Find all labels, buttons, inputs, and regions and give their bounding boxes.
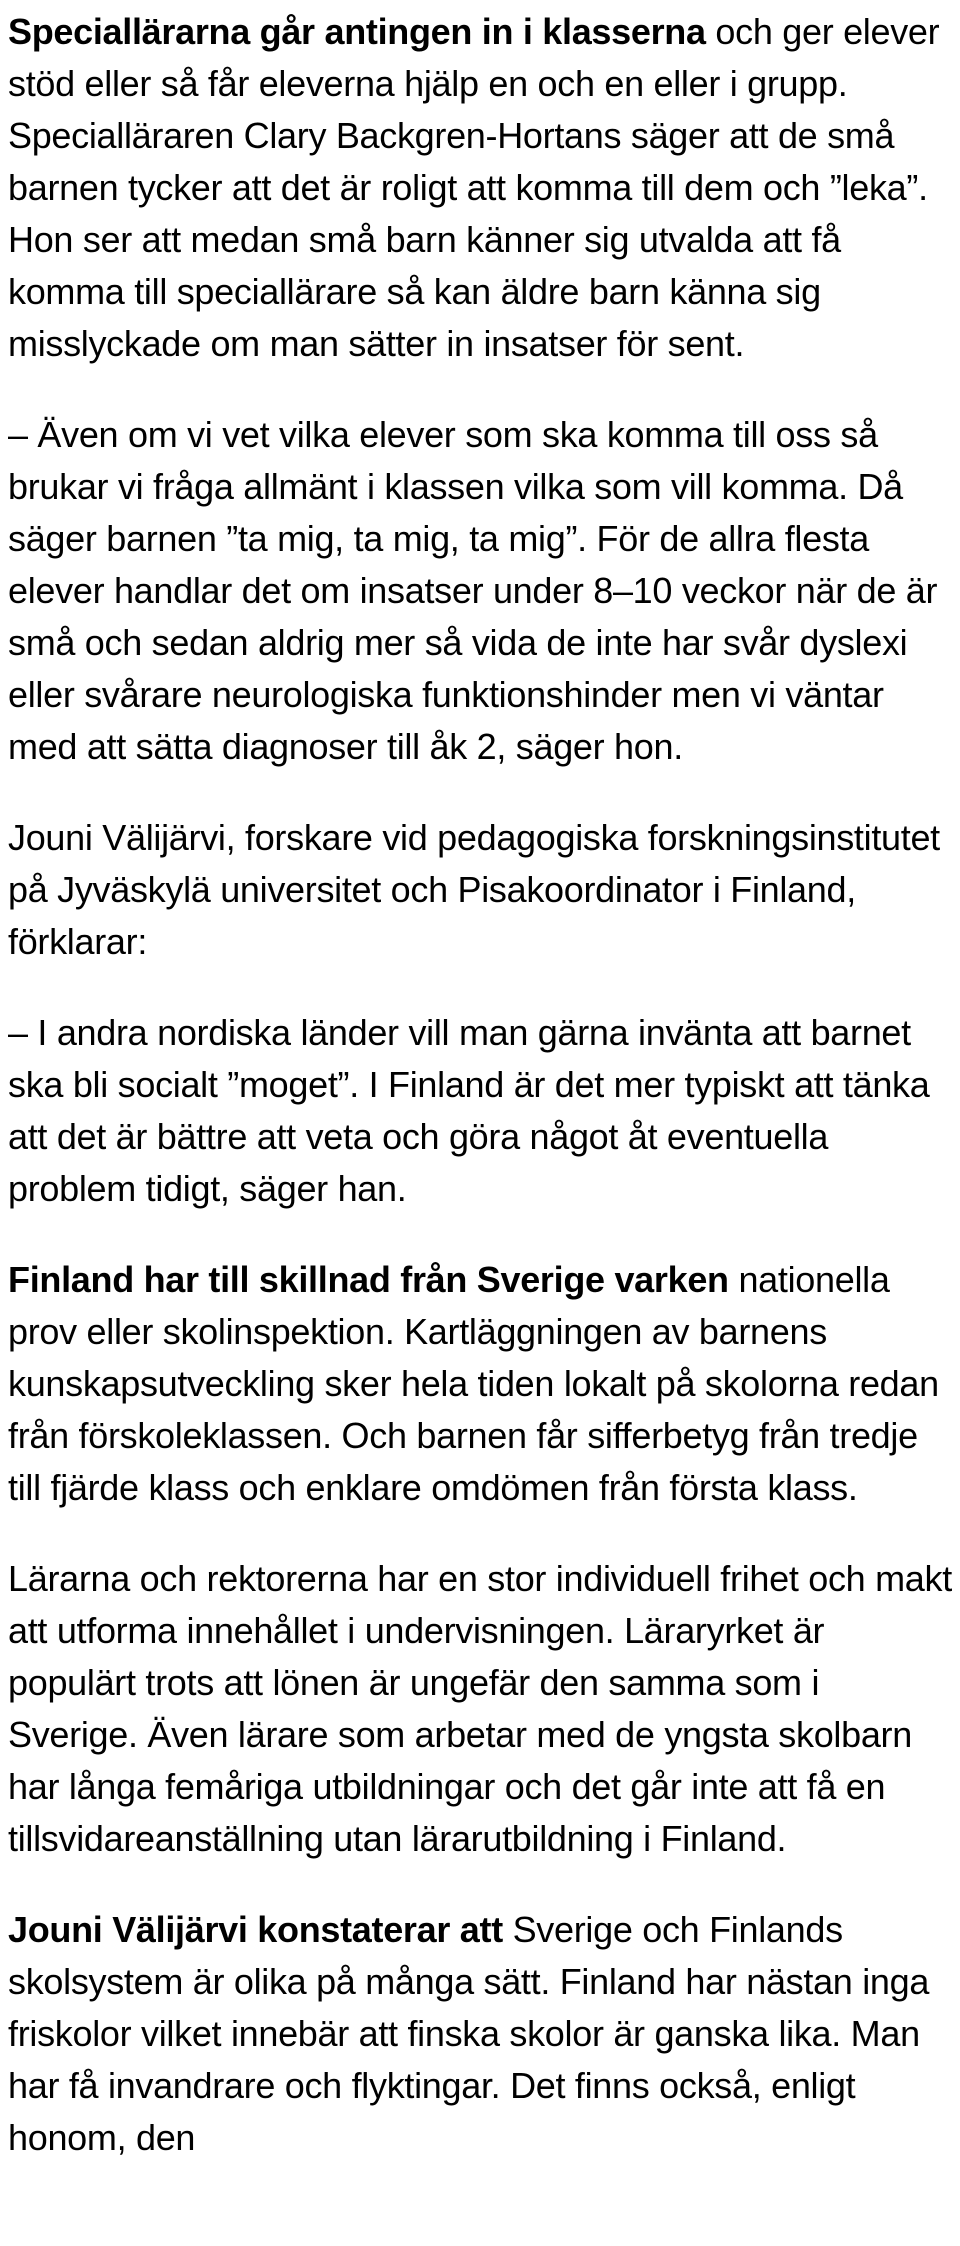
paragraph-valijarvi-intro: [8, 812, 952, 968]
paragraph-text: Sverige och Finlands skolsystem är olika på många sätt. Finland har nästan inga friskolor vilket innebär att finska skolor är ganska lika. Man har få invandrare och flyktingar. Det finns också, enligt honom, den: [8, 1909, 930, 2158]
paragraph-text: Lärarna och rektorerna har en stor individuell frihet och makt att utforma innehållet i undervisningen. Läraryrket är populärt trots att lönen är ungefär den samma som i Sverige. Även lärare som arbetar med de yngsta skolbarn har långa femåriga utbildningar och det går inte att få en tillsvidareanställning utan lärarutbildning i Finland.: [8, 1558, 952, 1859]
paragraph-text: och ger elever stöd eller så får eleverna hjälp en och en eller i grupp. Specialläraren Clary Backgren-Hortans säger att de små barnen tycker att det är roligt att komma till dem och ”leka”. Hon ser att medan små barn känner sig utvalda att få komma till speciallärare så kan äldre barn känna sig misslyckade om man sätter in insatser för sent.: [8, 11, 940, 364]
paragraph-lead: Speciallärarna går antingen in i klasserna: [8, 11, 706, 52]
paragraph-school-systems: [8, 1904, 952, 2164]
paragraph-teacher-freedom: [8, 1553, 952, 1865]
paragraph-lead: Jouni Välijärvi konstaterar att: [8, 1909, 503, 1950]
paragraph-no-national-tests: [8, 1254, 952, 1514]
paragraph-special-teachers: [8, 6, 952, 370]
paragraph-lead: Finland har till skillnad från Sverige varken: [8, 1259, 729, 1300]
paragraph-text: nationella prov eller skolinspektion. Kartläggningen av barnens kunskapsutveckling sker hela tiden lokalt på skolorna redan från förskoleklassen. Och barnen får sifferbetyg från tredje till fjärde klass och enklare omdömen från första klass.: [8, 1259, 939, 1508]
paragraph-quote-clary: [8, 409, 952, 773]
paragraph-quote-valijarvi: [8, 1007, 952, 1215]
paragraph-text: Jouni Välijärvi, forskare vid pedagogiska forskningsinstitutet på Jyväskylä universitet och Pisakoordinator i Finland, förklarar:: [8, 817, 940, 962]
paragraph-text: – Även om vi vet vilka elever som ska komma till oss så brukar vi fråga allmänt i klassen vilka som vill komma. Då säger barnen ”ta mig, ta mig, ta mig”. För de allra flesta elever handlar det om insatser under 8–10 veckor när de är små och sedan aldrig mer så vida de inte har svår dyslexi eller svårare neurologiska funktionshinder men vi väntar med att sätta diagnoser till åk 2, säger hon.: [8, 414, 938, 767]
paragraph-text: – I andra nordiska länder vill man gärna invänta att barnet ska bli socialt ”moget”. I Finland är det mer typiskt att tänka att det är bättre att veta och göra något åt eventuella problem tidigt, säger han.: [8, 1012, 930, 1209]
